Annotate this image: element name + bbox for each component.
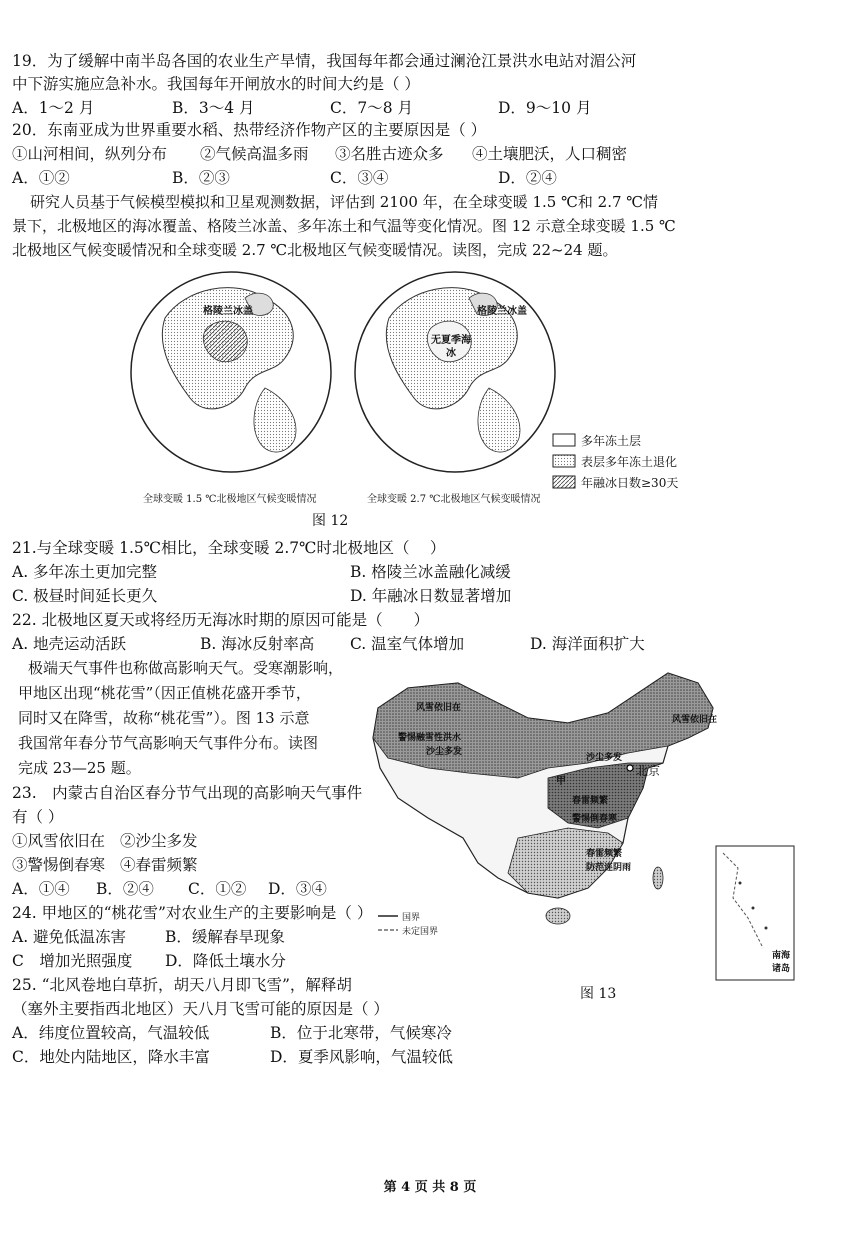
- q20-option-b: B．②③: [172, 169, 230, 187]
- intro2-line3: 同时又在降雪，故称“桃花雪”）。图 13 示意: [18, 709, 310, 727]
- q19-stem-line1: 19．为了缓解中南半岛各国的农业生产旱情，我国每年都会通过澜沧江景洪水电站对湄公河: [12, 52, 637, 70]
- q20-item-1: ①山河相间，纵列分布: [12, 145, 168, 163]
- q21-stem: 21.与全球变暖 1.5℃相比，全球变暖 2.7℃时北极地区（ ）: [12, 539, 446, 557]
- map-label-beijing: 北京: [636, 764, 661, 778]
- map-label-south-thunder: 春雷频繁: [586, 849, 623, 859]
- q21-option-c: C. 极昼时间延长更久: [12, 587, 158, 605]
- inset-label-zhudao: 诸岛: [772, 964, 791, 974]
- q24-option-b: B．缓解春旱现象: [165, 928, 285, 946]
- q19-option-b: B．3～4 月: [172, 99, 255, 117]
- intro2-line2: 甲地区出现“桃花雪”（因正值桃花盛开季节，: [18, 684, 311, 702]
- map-legend-border: 国界: [402, 913, 421, 923]
- inset-label-nanhai: 南海: [772, 951, 791, 961]
- q22-option-b: B. 海冰反射率高: [200, 635, 315, 653]
- q25-stem-line1: 25. “北风卷地白草折，胡天八月即飞雪”，解释胡: [12, 976, 352, 994]
- legend-swatch-permafrost: [553, 434, 575, 446]
- figure-12-title: 图 12: [312, 513, 349, 529]
- intro2-line4: 我国常年春分节气高影响天气事件分布。读图: [18, 734, 319, 752]
- map-label-ne-snow: 风雪依旧在: [672, 715, 718, 725]
- q23-item-1: ①风雪依旧在: [12, 832, 106, 850]
- q25-option-b: B．位于北寒带，气候寒冷: [270, 1024, 452, 1042]
- left-greenland-label: 格陵兰冰盖: [203, 306, 253, 317]
- map-label-continuous-rain: 防范连阴雨: [586, 863, 632, 873]
- q20-item-4: ④土壤肥沃，人口稠密: [472, 145, 628, 163]
- q20-option-d: D．②④: [498, 169, 557, 187]
- map-label-nw-dust: 沙尘多发: [426, 747, 463, 757]
- q23-option-c: C．①②: [188, 880, 247, 898]
- q20-stem: 20．东南亚成为世界重要水稻、热带经济作物产区的主要原因是（ ）: [12, 121, 487, 139]
- right-globe-caption: 全球变暖 2.7 ℃北极地区气候变暖情况: [367, 494, 541, 505]
- q24-stem: 24. 甲地区的“桃花雪”对农业生产的主要影响是（ ）: [12, 904, 373, 922]
- map-label-jia: 甲: [556, 776, 566, 787]
- q22-stem: 22. 北极地区夏天或将经历无海冰时期的原因可能是（ ）: [12, 611, 430, 629]
- page-footer: 第 4 页 共 8 页: [383, 1180, 477, 1195]
- q20-option-c: C．③④: [330, 169, 389, 187]
- q21-option-d: D. 年融冰日数显著增加: [350, 587, 512, 605]
- q24-option-d: D．降低土壤水分: [165, 952, 286, 970]
- q22-option-d: D. 海洋面积扩大: [530, 635, 645, 653]
- map-label-north-dust: 沙尘多发: [586, 753, 623, 763]
- beijing-marker: [627, 765, 633, 771]
- intro1-line1: 研究人员基于气候模型模拟和卫星观测数据，评估到 2100 年，在全球变暖 1.5 ℃和 2.7 ℃情: [30, 193, 659, 211]
- map-label-snowmelt-flood: 警惕融雪性洪水: [398, 733, 462, 743]
- q21-option-b: B. 格陵兰冰盖融化减缓: [350, 563, 511, 581]
- map-label-central-thunder: 春雷频繁: [572, 796, 609, 806]
- q23-option-a: A．①④: [12, 880, 70, 898]
- legend-melt-days: 年融冰日数≥30天: [581, 476, 679, 490]
- q23-stem-line2: 有（ ）: [12, 808, 64, 826]
- q19-stem-line2: 中下游实施应急补水。我国每年开闸放水的时间大约是（ ）: [12, 75, 420, 93]
- q19-option-d: D．9～10 月: [498, 99, 592, 117]
- q19-option-a: A．1～2 月: [12, 99, 95, 117]
- q20-option-a: A．①②: [12, 169, 70, 187]
- q19-option-c: C．7～8 月: [330, 99, 414, 117]
- legend-swatch-degraded: [553, 455, 575, 467]
- q25-option-d: D．夏季风影响，气温较低: [270, 1048, 453, 1066]
- q25-stem-line2: （塞外主要指西北地区）天八月飞雪可能的原因是（ ）: [12, 1000, 389, 1018]
- intro2-line1: 极端天气事件也称做高影响天气。受寒潮影响，: [28, 659, 344, 677]
- q23-stem-line1: 23. 内蒙古自治区春分节气出现的高影响天气事件: [12, 784, 363, 802]
- figure-13: [368, 668, 798, 983]
- q21-option-a: A. 多年冻土更加完整: [12, 563, 158, 581]
- q23-item-3: ③警惕倒春寒: [12, 856, 106, 874]
- q20-item-3: ③名胜古迹众多: [335, 145, 444, 163]
- q23-item-4: ④春雷频繁: [120, 856, 198, 874]
- q25-option-a: A．纬度位置较高，气温较低: [12, 1024, 210, 1042]
- intro2-line5: 完成 23—25 题。: [18, 759, 141, 777]
- right-greenland-label: 格陵兰冰盖: [477, 306, 527, 317]
- q23-option-d: D．③④: [268, 880, 327, 898]
- map-label-nw-snow: 风雪依旧在: [416, 703, 462, 713]
- figure-12: [125, 268, 685, 508]
- q22-option-a: A. 地壳运动活跃: [12, 635, 127, 653]
- q24-option-c: C 增加光照强度: [12, 952, 133, 970]
- map-label-cold-spell: 警惕倒春寒: [572, 814, 618, 824]
- q24-option-a: A. 避免低温冻害: [12, 928, 127, 946]
- q25-option-c: C．地处内陆地区，降水丰富: [12, 1048, 210, 1066]
- left-globe-caption: 全球变暖 1.5 ℃北极地区气候变暖情况: [143, 494, 317, 505]
- map-legend-undefined-border: 未定国界: [402, 927, 439, 937]
- intro1-line2: 景下，北极地区的海冰覆盖、格陵兰冰盖、多年冻土和气温等变化情况。图 12 示意全球变暖 1.5 ℃: [12, 217, 676, 235]
- figure-13-title: 图 13: [580, 986, 617, 1002]
- intro1-line3: 北极地区气候变暖情况和全球变暖 2.7 ℃北极地区气候变暖情况。读图，完成 22~24 题。: [12, 241, 618, 259]
- q23-option-b: B．②④: [96, 880, 154, 898]
- right-no-summer-ice-label: 无夏季海冰: [431, 335, 471, 359]
- legend-degraded: 表层多年冻土退化: [581, 455, 678, 469]
- q22-option-c: C. 温室气体增加: [350, 635, 465, 653]
- q20-item-2: ②气候高温多雨: [200, 145, 309, 163]
- legend-permafrost: 多年冻土层: [581, 434, 642, 448]
- legend-swatch-melt-days: [553, 476, 575, 488]
- q23-item-2: ②沙尘多发: [120, 832, 198, 850]
